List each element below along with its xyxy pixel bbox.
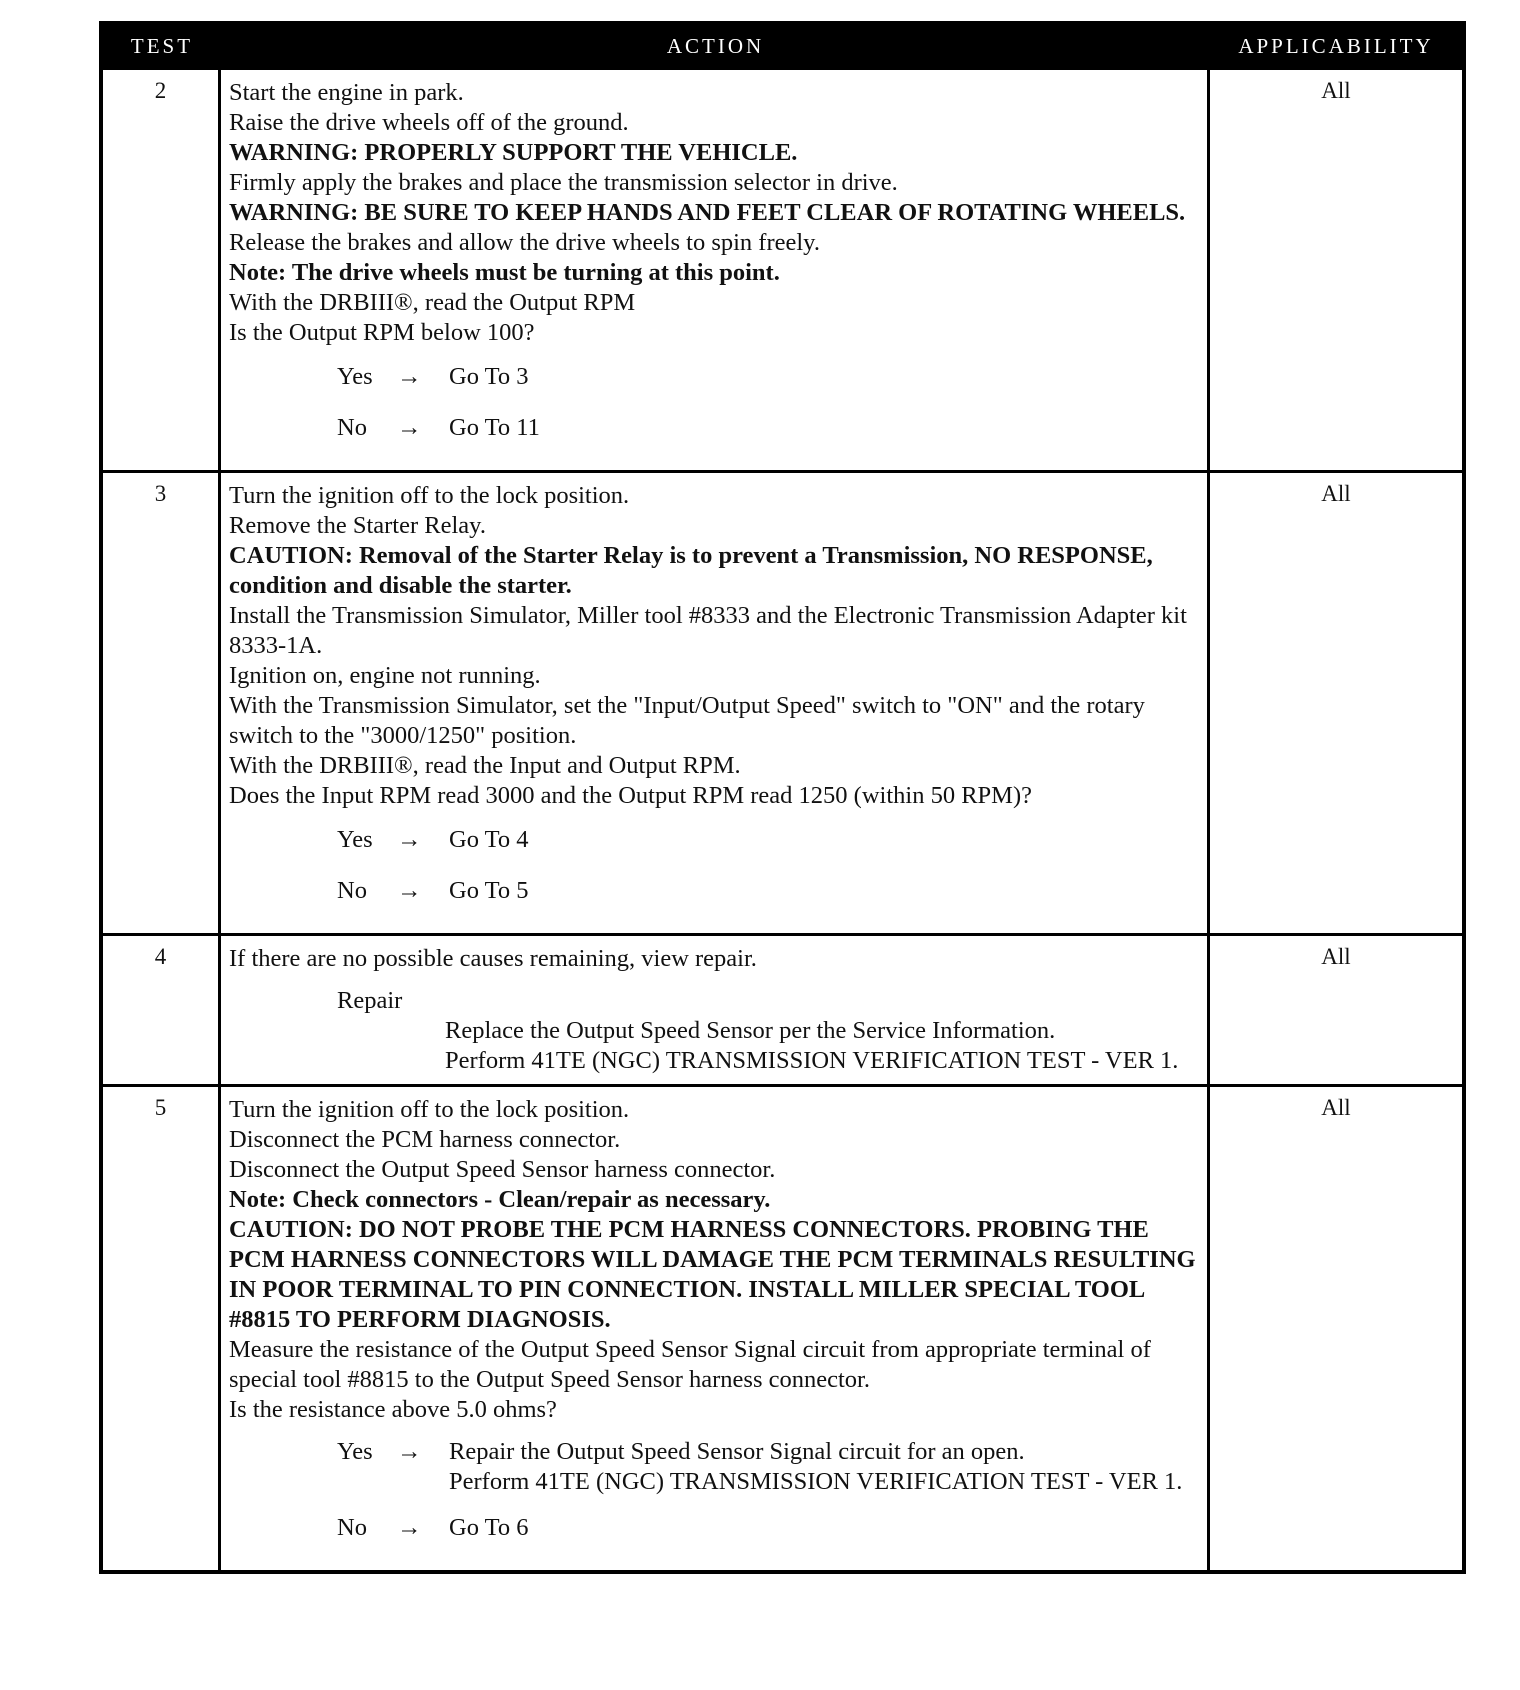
action-line: Disconnect the Output Speed Sensor harness connector. <box>229 1156 776 1183</box>
repair-line: Repair the Output Speed Sensor Signal circuit for an open. <box>449 1438 1025 1465</box>
yes-branch <box>229 823 1203 874</box>
question-line: Does the Input RPM read 3000 and the Output RPM read 1250 (within 50 RPM)? <box>229 782 1032 809</box>
applicability: All <box>1321 78 1351 103</box>
action-line: Install the Transmission Simulator, Miller tool #8333 and the Electronic Transmission Adapter kit 8333-1A. <box>229 602 1187 659</box>
action-line: Ignition on, engine not running. <box>229 662 541 689</box>
arrow-icon: → <box>397 363 422 390</box>
no-label: No <box>337 1514 367 1541</box>
applicability: All <box>1321 1095 1351 1120</box>
repair-line: Perform 41TE (NGC) TRANSMISSION VERIFICATION TEST - VER 1. <box>449 1468 1183 1495</box>
test-number: 5 <box>103 1087 221 1570</box>
header-applicability: APPLICABILITY <box>1238 33 1434 58</box>
action-line: Measure the resistance of the Output Speed Sensor Signal circuit from appropriate terminal of special tool #8815 to the Output Speed Sensor harness connector. <box>229 1336 1151 1393</box>
no-branch <box>229 1511 1203 1562</box>
action-line: Release the brakes and allow the drive wheels to spin freely. <box>229 229 820 256</box>
note-line: Note: The drive wheels must be turning at this point. <box>229 259 780 286</box>
arrow-icon: → <box>397 1514 422 1541</box>
test-number: 4 <box>103 936 221 1084</box>
diagnostic-table <box>99 21 1466 1574</box>
warning-line: WARNING: PROPERLY SUPPORT THE VEHICLE. <box>229 139 798 166</box>
no-label: No <box>337 877 367 904</box>
yes-branch <box>229 1437 1203 1497</box>
yes-label: Yes <box>337 826 373 853</box>
table-row <box>103 67 1462 470</box>
table-row <box>103 470 1462 933</box>
go-to-target: Go To 4 <box>449 826 529 853</box>
caution-line: CAUTION: DO NOT PROBE THE PCM HARNESS CONNECTORS. PROBING THE PCM HARNESS CONNECTORS WILL DAMAGE THE PCM TERMINALS RESULTING IN POOR TERMINAL TO PIN CONNECTION. INSTALL MILLER SPECIAL TOOL #8815 TO PERFORM DIAGNOSIS. <box>229 1216 1196 1333</box>
action-line: Remove the Starter Relay. <box>229 512 486 539</box>
go-to-target: Go To 3 <box>449 363 529 390</box>
arrow-icon: → <box>397 877 422 904</box>
applicability: All <box>1321 481 1351 506</box>
action-line: If there are no possible causes remaining, view repair. <box>229 945 757 972</box>
go-to-target: Go To 6 <box>449 1514 529 1541</box>
warning-line: WARNING: BE SURE TO KEEP HANDS AND FEET CLEAR OF ROTATING WHEELS. <box>229 199 1186 226</box>
action-line: Start the engine in park. <box>229 79 464 106</box>
action-line: With the Transmission Simulator, set the "Input/Output Speed" switch to "ON" and the rotary switch to the "3000/1250" position. <box>229 692 1145 749</box>
action-line: Raise the drive wheels off of the ground. <box>229 109 629 136</box>
action-cell <box>221 473 1210 933</box>
note-line: Note: Check connectors - Clean/repair as necessary. <box>229 1186 771 1213</box>
applicability: All <box>1321 944 1351 969</box>
action-line: Disconnect the PCM harness connector. <box>229 1126 621 1153</box>
test-number: 2 <box>103 70 221 470</box>
action-line: Firmly apply the brakes and place the transmission selector in drive. <box>229 169 898 196</box>
action-line: Turn the ignition off to the lock position. <box>229 1096 630 1123</box>
action-line: With the DRBIII®, read the Input and Output RPM. <box>229 752 741 779</box>
caution-line: CAUTION: Removal of the Starter Relay is to prevent a Transmission, NO RESPONSE, condition and disable the starter. <box>229 542 1153 599</box>
yes-repair <box>449 1437 1203 1497</box>
table-row <box>103 933 1462 1084</box>
repair-instructions <box>445 1016 1203 1076</box>
table-header <box>103 25 1462 67</box>
go-to-target: Go To 11 <box>449 414 540 441</box>
header-action: ACTION <box>666 33 765 58</box>
repair-line: Perform 41TE (NGC) TRANSMISSION VERIFICATION TEST - VER 1. <box>445 1047 1179 1074</box>
go-to-target: Go To 5 <box>449 877 529 904</box>
yes-branch <box>229 360 1203 411</box>
yes-label: Yes <box>337 363 373 390</box>
action-cell <box>221 70 1210 470</box>
header-test: TEST <box>130 33 194 58</box>
no-branch <box>229 874 1203 925</box>
action-cell <box>221 1087 1210 1570</box>
table-row <box>103 1084 1462 1570</box>
branch-options <box>229 823 1203 925</box>
branch-options <box>229 360 1203 462</box>
no-branch <box>229 411 1203 462</box>
yes-label: Yes <box>337 1438 373 1465</box>
question-line: Is the Output RPM below 100? <box>229 319 535 346</box>
arrow-icon: → <box>397 1438 422 1465</box>
repair-line: Replace the Output Speed Sensor per the Service Information. <box>445 1017 1056 1044</box>
arrow-icon: → <box>397 826 422 853</box>
arrow-icon: → <box>397 414 422 441</box>
test-number: 3 <box>103 473 221 933</box>
question-line: Is the resistance above 5.0 ohms? <box>229 1396 557 1423</box>
action-line: Turn the ignition off to the lock position. <box>229 482 630 509</box>
branch-options <box>229 1437 1203 1562</box>
repair-label: Repair <box>337 987 403 1014</box>
no-label: No <box>337 414 367 441</box>
action-line: With the DRBIII®, read the Output RPM <box>229 289 636 316</box>
action-cell <box>221 936 1210 1084</box>
